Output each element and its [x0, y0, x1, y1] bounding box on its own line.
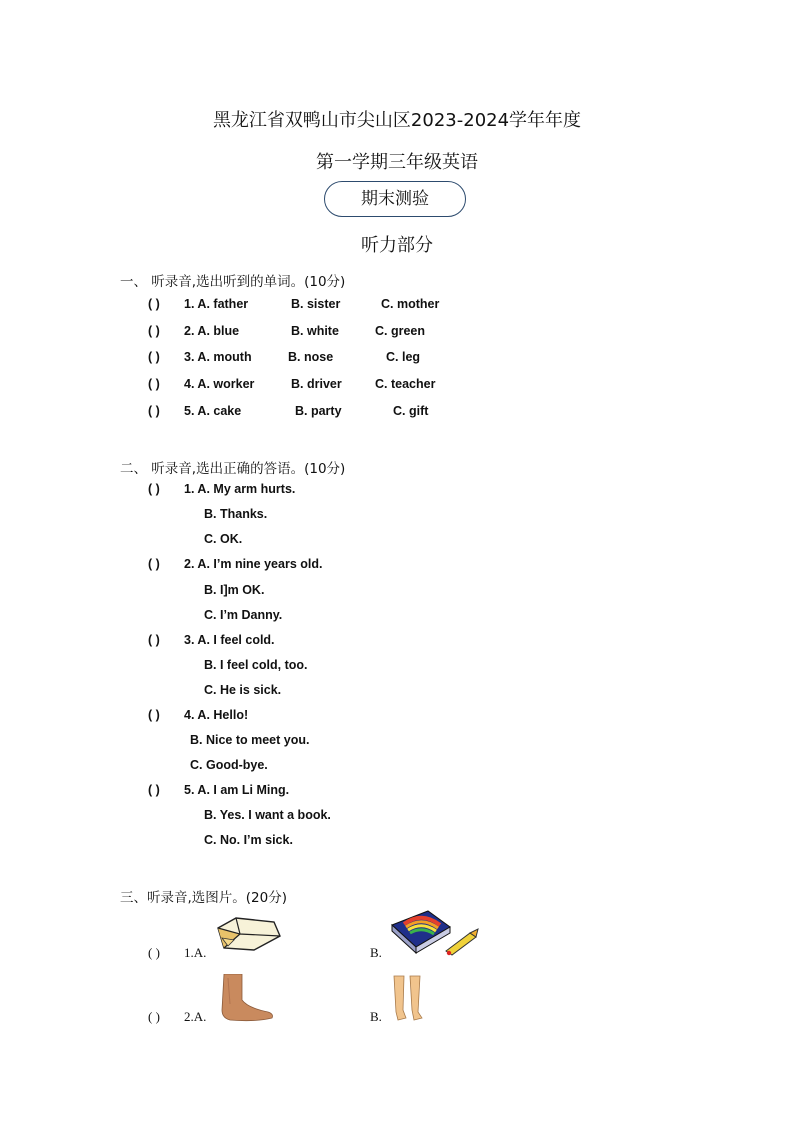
- exam-badge: [324, 181, 466, 217]
- s2-q3-option-c: C. He is sick.: [204, 683, 282, 697]
- s1-q1-option-b: B. sister: [291, 297, 341, 311]
- s2-q1-option-a: 1. A. My arm hurts.: [184, 482, 296, 496]
- s1-q2-option-b: B. white: [291, 324, 339, 338]
- foot-icon[interactable]: [216, 974, 276, 1024]
- s3-q1-label-b: B.: [370, 945, 382, 960]
- s1-q3-option-b: B. nose: [288, 350, 334, 364]
- s3-q2-paren[interactable]: ( ): [148, 1009, 160, 1024]
- s3-q2-label-b: B.: [370, 1009, 382, 1024]
- s1-q5-paren[interactable]: ( ): [148, 404, 160, 418]
- s1-q4-option-c: C. teacher: [375, 377, 436, 391]
- s2-q3-paren[interactable]: ( ): [148, 633, 160, 647]
- s2-q2-option-c: C. I’m Danny.: [204, 608, 283, 622]
- s2-q5-paren[interactable]: ( ): [148, 783, 160, 797]
- s2-q4-option-c: C. Good-bye.: [190, 758, 268, 772]
- s1-q5-option-a: 5. A. cake: [184, 404, 242, 418]
- s3-q2-label-a: 2.A.: [184, 1009, 207, 1024]
- exam-badge-label: 期末测验: [361, 189, 429, 209]
- s1-q2-paren[interactable]: ( ): [148, 324, 160, 338]
- s1-q1-option-a: 1. A. father: [184, 297, 249, 311]
- s2-q2-option-a: 2. A. I’m nine years old.: [184, 557, 323, 571]
- s1-q3-option-c: C. leg: [386, 350, 421, 364]
- s2-q5-option-c: C. No. I’m sick.: [204, 833, 293, 847]
- section2-heading: 二、 听录音,选出正确的答语。(10分): [120, 461, 346, 477]
- section1-heading: 一、 听录音,选出听到的单词。(10分): [120, 274, 346, 290]
- s2-q1-option-b: B. Thanks.: [204, 507, 268, 521]
- s1-q3-option-a: 3. A. mouth: [184, 350, 252, 364]
- eraser-icon[interactable]: [214, 914, 284, 958]
- s1-q1-paren[interactable]: ( ): [148, 297, 160, 311]
- s2-q5-option-b: B. Yes. I want a book.: [204, 808, 331, 822]
- section3-heading: 三、听录音,选图片。(20分): [120, 890, 288, 906]
- s2-q5-option-a: 5. A. I am Li Ming.: [184, 783, 290, 797]
- s1-q2-option-c: C. green: [375, 324, 426, 338]
- s1-q1-option-c: C. mother: [381, 297, 440, 311]
- legs-icon[interactable]: [388, 974, 428, 1022]
- s1-q4-option-a: 4. A. worker: [184, 377, 255, 391]
- part-title: 听力部分: [361, 235, 433, 256]
- s2-q4-paren[interactable]: ( ): [148, 708, 160, 722]
- s2-q4-option-a: 4. A. Hello!: [184, 708, 249, 722]
- page-title-line1: 黑龙江省双鸭山市尖山区2023-2024学年年度: [212, 110, 582, 131]
- s2-q1-option-c: C. OK.: [204, 532, 243, 546]
- s3-q1-label-a: 1.A.: [184, 945, 207, 960]
- crayon-box-icon[interactable]: [390, 907, 482, 959]
- s2-q2-option-b: B. I]m OK.: [204, 583, 265, 597]
- s1-q4-option-b: B. driver: [291, 377, 342, 391]
- s2-q4-option-b: B. Nice to meet you.: [190, 733, 310, 747]
- s2-q2-paren[interactable]: ( ): [148, 557, 160, 571]
- s1-q3-paren[interactable]: ( ): [148, 350, 160, 364]
- s1-q2-option-a: 2. A. blue: [184, 324, 240, 338]
- s1-q5-option-b: B. party: [295, 404, 342, 418]
- s3-q1-paren[interactable]: ( ): [148, 945, 160, 960]
- s2-q1-paren[interactable]: ( ): [148, 482, 160, 496]
- s1-q4-paren[interactable]: ( ): [148, 377, 160, 391]
- s2-q3-option-a: 3. A. I feel cold.: [184, 633, 275, 647]
- s2-q3-option-b: B. I feel cold, too.: [204, 658, 308, 672]
- s1-q5-option-c: C. gift: [393, 404, 429, 418]
- page-title-line2: 第一学期三年级英语: [316, 152, 478, 173]
